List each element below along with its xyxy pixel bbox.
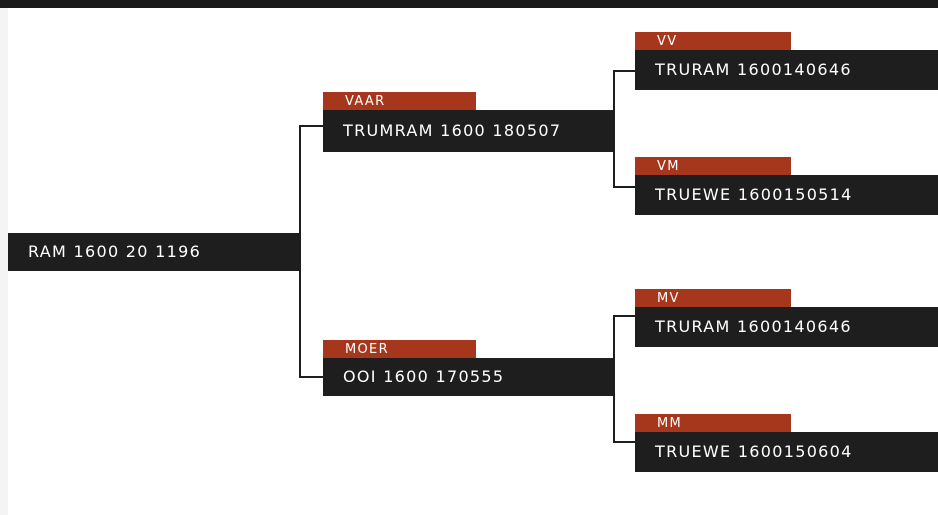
sire-role-label: VAAR — [345, 93, 386, 109]
sire-dam-role-label: VM — [657, 158, 680, 174]
dam-dam-role-tag — [635, 414, 791, 432]
sire-sire-role-tag — [635, 32, 791, 50]
top-bar — [0, 0, 938, 8]
sire-sire-box — [635, 50, 938, 90]
dam-sire-role-label: MV — [657, 290, 680, 306]
dam-role-tag — [323, 340, 476, 358]
dam-sire-box — [635, 307, 938, 347]
dam-sire-label: TRURAM 1600140646 — [655, 317, 852, 336]
sire-box — [323, 110, 614, 152]
sire-dam-box — [635, 175, 938, 215]
dam-dam-label: TRUEWE 1600150604 — [655, 442, 853, 461]
sire-label: TRUMRAM 1600 180507 — [343, 121, 562, 140]
dam-role-label: MOER — [345, 341, 389, 357]
dam-box — [323, 358, 614, 396]
sire-dam-role-tag — [635, 157, 791, 175]
dam-dam-box — [635, 432, 938, 472]
sire-role-tag — [323, 92, 476, 110]
dam-label: OOI 1600 170555 — [343, 367, 505, 386]
root-animal-label: RAM 1600 20 1196 — [28, 242, 202, 261]
sire-dam-label: TRUEWE 1600150514 — [655, 185, 853, 204]
dam-sire-role-tag — [635, 289, 791, 307]
dam-dam-role-label: MM — [657, 415, 683, 431]
sire-sire-role-label: VV — [657, 33, 678, 49]
sire-sire-label: TRURAM 1600140646 — [655, 60, 852, 79]
root-animal-box — [8, 233, 300, 271]
